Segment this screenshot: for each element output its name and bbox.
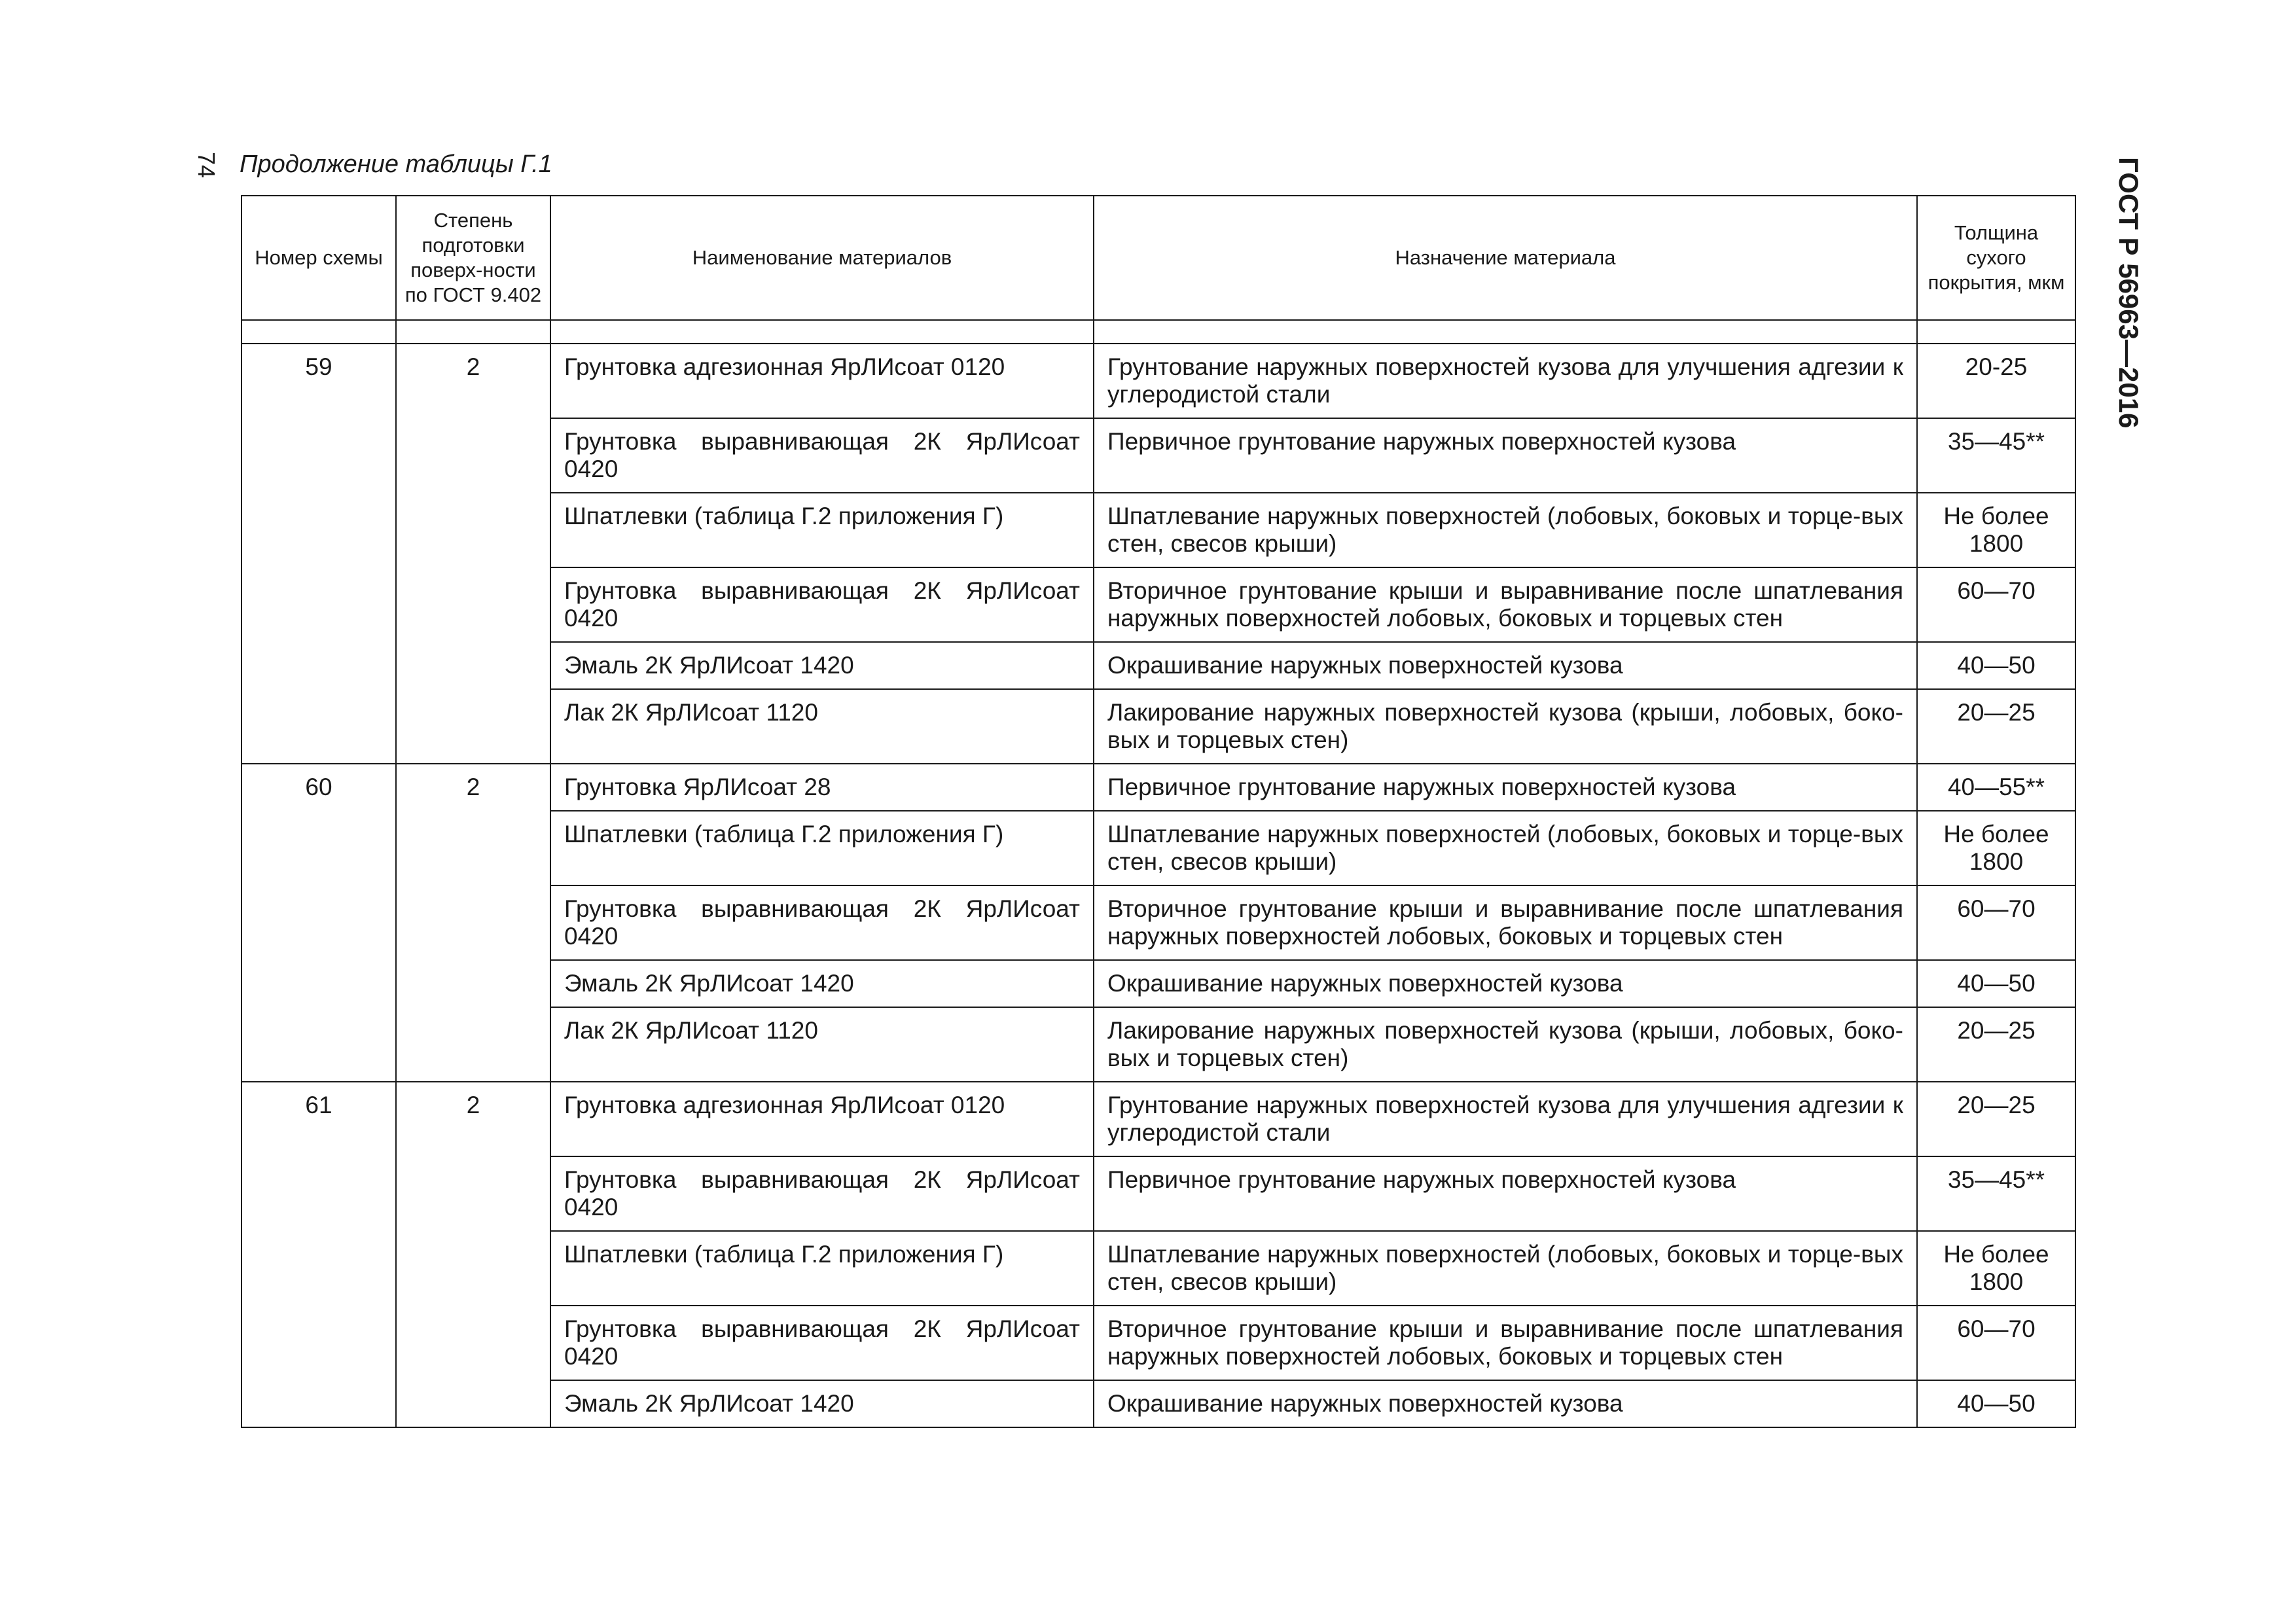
- coating-thickness-cell: 35—45**: [1917, 1156, 2075, 1231]
- scheme-number-cell: 61: [242, 1082, 396, 1427]
- material-name-cell: Шпатлевки (таблица Г.2 приложения Г): [550, 1231, 1094, 1306]
- material-purpose-cell: Первичное грунтование наружных поверхностей кузова: [1094, 1156, 1917, 1231]
- scheme-number-cell: 59: [242, 344, 396, 764]
- preparation-degree-cell: 2: [396, 344, 550, 764]
- material-name-cell: Грунтовка адгезионная ЯрЛИсоат 0120: [550, 344, 1094, 418]
- material-name-cell: Эмаль 2К ЯрЛИсоат 1420: [550, 960, 1094, 1007]
- table-caption: Продолжение таблицы Г.1: [240, 151, 552, 178]
- header-material-name: Наименование материалов: [550, 196, 1094, 320]
- table-row: [242, 764, 2075, 811]
- coating-thickness-cell: 40—50: [1917, 960, 2075, 1007]
- material-name-cell: Лак 2К ЯрЛИсоат 1120: [550, 689, 1094, 764]
- material-name-cell: Грунтовка выравнивающая 2К ЯрЛИсоат 0420: [550, 1156, 1094, 1231]
- material-name-cell: Лак 2К ЯрЛИсоат 1120: [550, 1007, 1094, 1082]
- material-purpose-cell: Грунтование наружных поверхностей кузова для улучшения адгезии к углеродистой стали: [1094, 344, 1917, 418]
- coating-thickness-cell: 40—50: [1917, 1380, 2075, 1427]
- coating-thickness-cell: 40—50: [1917, 642, 2075, 689]
- material-purpose-cell: Шпатлевание наружных поверхностей (лобовых, боковых и торце-вых стен, свесов крыши): [1094, 1231, 1917, 1306]
- material-name-cell: Шпатлевки (таблица Г.2 приложения Г): [550, 811, 1094, 885]
- material-purpose-cell: Грунтование наружных поверхностей кузова для улучшения адгезии к углеродистой стали: [1094, 1082, 1917, 1156]
- header-preparation-degree: Степень подготовки поверх-ности по ГОСТ 9.402: [396, 196, 550, 320]
- material-name-cell: Грунтовка ЯрЛИсоат 28: [550, 764, 1094, 811]
- material-name-cell: Грунтовка выравнивающая 2К ЯрЛИсоат 0420: [550, 885, 1094, 960]
- materials-table: [241, 195, 2076, 1428]
- material-purpose-cell: Вторичное грунтование крыши и выравнивание после шпатлевания наружных поверхностей лобовых, боковых и торцевых стен: [1094, 885, 1917, 960]
- coating-thickness-cell: 60—70: [1917, 567, 2075, 642]
- table-header-row: [242, 196, 2075, 320]
- material-purpose-cell: Окрашивание наружных поверхностей кузова: [1094, 642, 1917, 689]
- header-coating-thickness: Толщина сухого покрытия, мкм: [1917, 196, 2075, 320]
- material-purpose-cell: Лакирование наружных поверхностей кузова (крыши, лобовых, боко-вых и торцевых стен): [1094, 1007, 1917, 1082]
- material-name-cell: Эмаль 2К ЯрЛИсоат 1420: [550, 1380, 1094, 1427]
- page-number: 74: [193, 152, 220, 179]
- table-body: [242, 344, 2075, 1427]
- material-name-cell: Грунтовка адгезионная ЯрЛИсоат 0120: [550, 1082, 1094, 1156]
- coating-thickness-cell: 35—45**: [1917, 418, 2075, 493]
- coating-thickness-cell: 20—25: [1917, 1007, 2075, 1082]
- material-name-cell: Грунтовка выравнивающая 2К ЯрЛИсоат 0420: [550, 1306, 1094, 1380]
- coating-thickness-cell: Не более 1800: [1917, 1231, 2075, 1306]
- coating-thickness-cell: 20-25: [1917, 344, 2075, 418]
- material-purpose-cell: Окрашивание наружных поверхностей кузова: [1094, 960, 1917, 1007]
- material-name-cell: Эмаль 2К ЯрЛИсоат 1420: [550, 642, 1094, 689]
- coating-thickness-cell: 60—70: [1917, 1306, 2075, 1380]
- header-material-purpose: Назначение материала: [1094, 196, 1917, 320]
- material-purpose-cell: Первичное грунтование наружных поверхностей кузова: [1094, 764, 1917, 811]
- material-purpose-cell: Лакирование наружных поверхностей кузова (крыши, лобовых, боко-вых и торцевых стен): [1094, 689, 1917, 764]
- table-row: [242, 344, 2075, 418]
- material-name-cell: Грунтовка выравнивающая 2К ЯрЛИсоат 0420: [550, 567, 1094, 642]
- material-name-cell: Шпатлевки (таблица Г.2 приложения Г): [550, 493, 1094, 567]
- coating-thickness-cell: 40—55**: [1917, 764, 2075, 811]
- coating-thickness-cell: Не более 1800: [1917, 493, 2075, 567]
- coating-thickness-cell: 20—25: [1917, 689, 2075, 764]
- material-purpose-cell: Шпатлевание наружных поверхностей (лобовых, боковых и торце-вых стен, свесов крыши): [1094, 811, 1917, 885]
- material-purpose-cell: Вторичное грунтование крыши и выравнивание после шпатлевания наружных поверхностей лобовых, боковых и торцевых стен: [1094, 1306, 1917, 1380]
- scheme-number-cell: 60: [242, 764, 396, 1082]
- material-purpose-cell: Окрашивание наружных поверхностей кузова: [1094, 1380, 1917, 1427]
- coating-thickness-cell: Не более 1800: [1917, 811, 2075, 885]
- material-purpose-cell: Первичное грунтование наружных поверхностей кузова: [1094, 418, 1917, 493]
- material-name-cell: Грунтовка выравнивающая 2К ЯрЛИсоат 0420: [550, 418, 1094, 493]
- coating-thickness-cell: 60—70: [1917, 885, 2075, 960]
- material-purpose-cell: Шпатлевание наружных поверхностей (лобовых, боковых и торце-вых стен, свесов крыши): [1094, 493, 1917, 567]
- document-code: ГОСТ Р 56963—2016: [2113, 157, 2144, 429]
- preparation-degree-cell: 2: [396, 1082, 550, 1427]
- coating-thickness-cell: 20—25: [1917, 1082, 2075, 1156]
- material-purpose-cell: Вторичное грунтование крыши и выравнивание после шпатлевания наружных поверхностей лобовых, боковых и торцевых стен: [1094, 567, 1917, 642]
- header-scheme-number: Номер схемы: [242, 196, 396, 320]
- preparation-degree-cell: 2: [396, 764, 550, 1082]
- table-row: [242, 1082, 2075, 1156]
